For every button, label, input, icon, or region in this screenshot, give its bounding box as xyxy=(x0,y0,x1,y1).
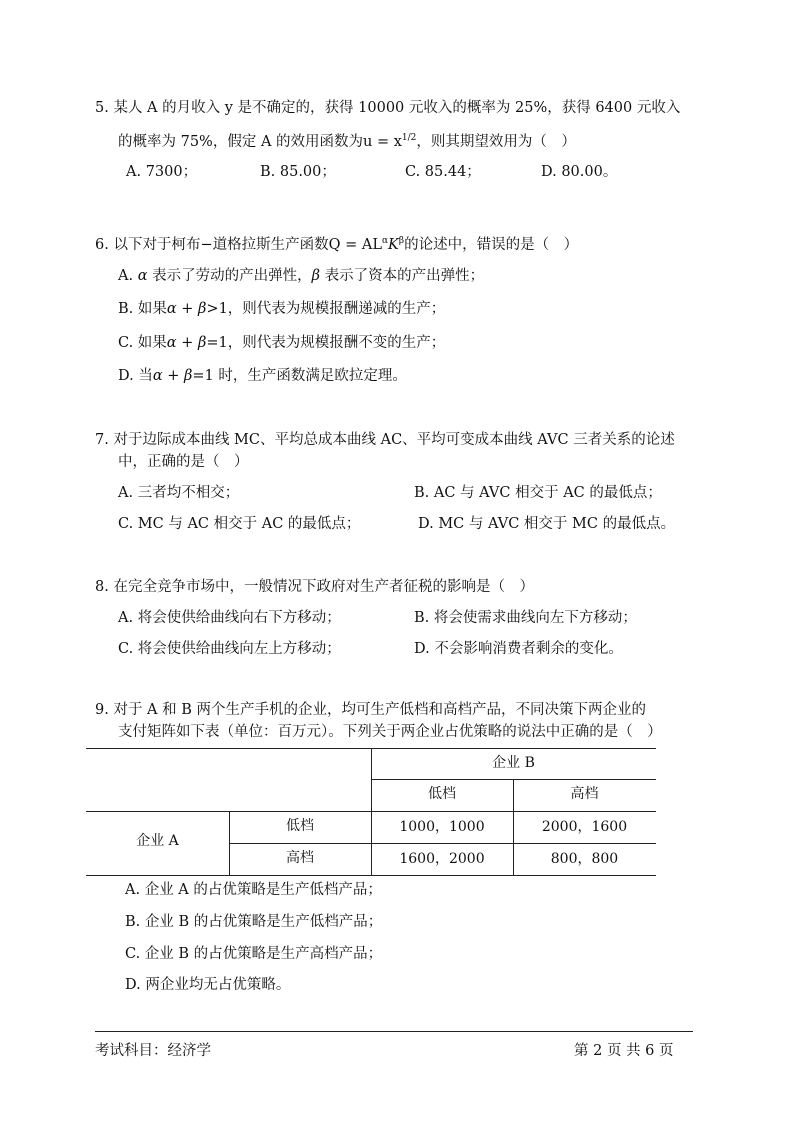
table-rule xyxy=(229,843,656,844)
alpha-plus-beta: α + β xyxy=(152,368,193,384)
option-c[interactable]: C. 将会使供给曲线向左上方移动； xyxy=(118,641,341,657)
option-text: B. 如果 xyxy=(118,301,167,317)
header-firm-b: 企业 B xyxy=(492,755,535,771)
row-firm-a-high: 高档 xyxy=(286,850,314,866)
header-firm-a: 企业 A xyxy=(136,833,179,849)
option-a[interactable] xyxy=(118,264,484,285)
capital-k: K xyxy=(388,237,399,253)
option-b[interactable]: B. 企业 B 的占优策略是生产低档产品； xyxy=(125,914,383,930)
payoff-matrix-table xyxy=(86,748,656,876)
header-firm-b-low: 低档 xyxy=(428,786,456,802)
option-text: 表示了劳动的产出弹性， xyxy=(147,268,312,284)
cell-high-high: 800，800 xyxy=(550,851,619,867)
option-d[interactable]: D. 两企业均无占优策略。 xyxy=(125,977,291,993)
option-text: C. 如果 xyxy=(118,335,167,351)
question-5-stem-line1: 5. 某人 A 的月收入 y 是不确定的，获得 10000 元收入的概率为 25%，获得 6400 元收入 xyxy=(95,100,681,116)
option-b[interactable] xyxy=(118,297,445,318)
stem-text: 的论述中，错误的是（ ） xyxy=(404,237,579,253)
option-d[interactable]: D. 80.00。 xyxy=(541,164,618,180)
option-d[interactable] xyxy=(118,364,407,385)
table-rule xyxy=(86,875,656,876)
cell-low-low: 1000，1000 xyxy=(399,819,485,835)
exponent-alpha: α xyxy=(381,236,389,246)
question-5-stem-line2 xyxy=(118,130,576,151)
alpha-symbol: α xyxy=(137,268,148,284)
beta-symbol: β xyxy=(311,268,320,284)
exponent: 1/2 xyxy=(401,133,417,143)
footer-page-number: 第 2 页 共 6 页 xyxy=(574,1043,674,1059)
option-a[interactable]: A. 三者均不相交； xyxy=(118,485,240,501)
question-9-stem-line1: 9. 对于 A 和 B 两个生产手机的企业，均可生产低档和高档产品，不同决策下两企业的 xyxy=(95,702,647,718)
option-letter: A. xyxy=(118,268,138,284)
option-c[interactable]: C. 85.44； xyxy=(405,164,481,180)
option-text: =1 时，生产函数满足欧拉定理。 xyxy=(192,368,407,384)
option-a[interactable]: A. 将会使供给曲线向右下方移动； xyxy=(118,610,341,626)
footer-subject: 考试科目：经济学 xyxy=(95,1043,211,1059)
option-c[interactable]: C. MC 与 AC 相交于 AC 的最低点； xyxy=(118,516,361,532)
question-8-stem: 8. 在完全竞争市场中，一般情况下政府对生产者征税的影响是（ ） xyxy=(95,579,534,595)
option-a[interactable]: A. 7300； xyxy=(126,164,198,180)
option-text: D. 当 xyxy=(118,368,153,384)
cell-low-high: 2000，1600 xyxy=(541,819,628,835)
question-6-stem xyxy=(95,233,578,254)
question-5-options xyxy=(118,160,678,182)
question-9-stem-line2: 支付矩阵如下表（单位：百万元）。下列关于两企业占优策略的说法中正确的是（ ） xyxy=(118,724,662,740)
option-d[interactable]: D. 不会影响消费者剩余的变化。 xyxy=(414,641,623,657)
option-b[interactable]: B. 85.00； xyxy=(260,164,336,180)
header-firm-b-high: 高档 xyxy=(570,786,599,802)
option-b[interactable]: B. AC 与 AVC 相交于 AC 的最低点； xyxy=(414,485,662,501)
option-text: >1，则代表为规模报酬递减的生产； xyxy=(206,301,446,317)
exponent-beta: β xyxy=(398,236,405,246)
footer-divider xyxy=(95,1031,693,1032)
row-firm-a-low: 低档 xyxy=(286,818,314,834)
alpha-plus-beta: α + β xyxy=(166,301,207,317)
cell-high-low: 1600，2000 xyxy=(399,851,485,867)
option-a[interactable]: A. 企业 A 的占优策略是生产低档产品； xyxy=(125,882,382,898)
option-text: 表示了资本的产出弹性； xyxy=(320,268,485,284)
question-7-stem-line2: 中，正确的是（ ） xyxy=(118,454,249,470)
option-text: =1，则代表为规模报酬不变的生产； xyxy=(206,335,446,351)
stem-text: 6. 以下对于柯布−道格拉斯生产函数Q = AL xyxy=(95,237,382,253)
option-c[interactable]: C. 企业 B 的占优策略是生产高档产品； xyxy=(125,946,383,962)
option-d[interactable]: D. MC 与 AVC 相交于 MC 的最低点。 xyxy=(418,516,676,532)
alpha-plus-beta: α + β xyxy=(166,335,207,351)
stem-text: ，则其期望效用为（ ） xyxy=(416,134,576,150)
option-b[interactable]: B. 将会使需求曲线向左下方移动； xyxy=(414,610,637,626)
stem-text: 的概率为 75%，假定 A 的效用函数为u = x xyxy=(118,134,402,150)
question-7-stem-line1: 7. 对于边际成本曲线 MC、平均总成本曲线 AC、平均可变成本曲线 AVC 三者关系的论述 xyxy=(95,432,675,448)
option-c[interactable] xyxy=(118,331,445,352)
